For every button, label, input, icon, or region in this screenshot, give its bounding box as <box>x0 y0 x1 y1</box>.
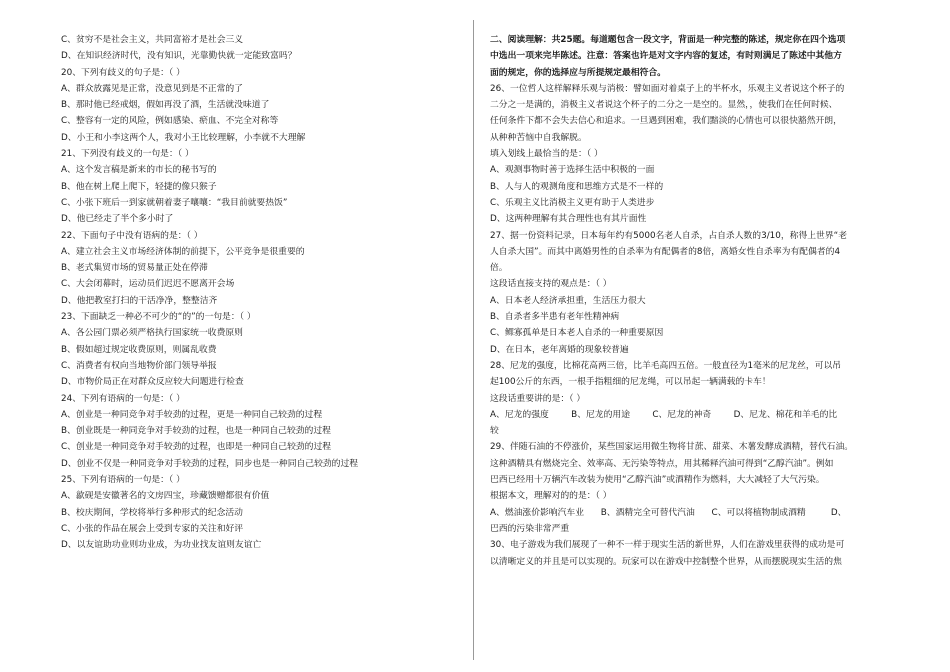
section-heading-line: 中选出一项来完毕陈述。注意：答案也许是对文字内容的复述，有时则满足了陈述中其他方 <box>490 51 842 62</box>
text-line: B、人与人的观测角度和思维方式是不一样的 <box>490 181 664 192</box>
text-line: 巴西已经用十万辆汽车改装为使用“乙醇汽油”或酒精作为燃料，大大减轻了大气污染。 <box>490 475 825 486</box>
text-line: 24、下列有语病的一句是：（ ） <box>61 393 185 404</box>
section-heading-line: 面的规定，你的选择应与所提规定最相符合。 <box>490 67 666 78</box>
text-line: D、他已经走了半个多小时了 <box>61 214 174 225</box>
text-line: D、他把教室打扫的干活净净，整整洁齐 <box>61 295 218 306</box>
text-line: 根据本文，理解对的的是：（ ） <box>490 491 612 502</box>
text-line: C、小张的作品在展会上受到专家的关注和好评 <box>61 523 244 534</box>
text-line: A、创业是一种同竞争对手较劲的过程，更是一种同自己较劲的过程 <box>61 409 323 420</box>
text-line: 二分之一是满的，消极主义者说这个杯子的二分之一是空的。显然，，使我们在任何时候、 <box>490 100 838 111</box>
text-line: B、老式集贸市场的贸易量正处在停滞 <box>61 263 208 274</box>
text-line: C、乐观主义比消极主义更有助于人类进步 <box>490 197 655 208</box>
text-line: 从种种苦恼中自我解脱。 <box>490 132 587 143</box>
text-line: D、以友谊助功业则功业成，为功业找友谊则友谊亡 <box>61 540 262 551</box>
text-line: A、燃油涨价影响汽车业 B、酒精完全可替代汽油 C、可以将植物制成酒精 D、 <box>490 507 847 518</box>
text-line: A、群众放露见是正常，没意见到是不正常的了 <box>61 83 243 94</box>
text-line: B、假如超过规定收费原则，则属乱收费 <box>61 344 217 355</box>
right-column <box>490 32 900 570</box>
column-divider <box>473 20 474 660</box>
text-line: B、那时他已经戒烟，假如再没了酒，生活就没味道了 <box>61 100 270 111</box>
text-line: 人自杀大国”。而其中离婚男性的自杀率为有配偶者的8倍，离婚女性自杀率为有配偶者的4 <box>490 246 841 257</box>
text-line: D、在日本，老年离婚的现象较普遍 <box>490 344 629 355</box>
text-line: 这段话直接支持的观点是：（ ） <box>490 279 612 290</box>
text-line: D、市物价局正在对群众反应较大问题进行检查 <box>61 377 244 388</box>
text-line: B、他在树上爬上爬下，轻捷的像只猴子 <box>61 181 217 192</box>
text-line: 这种酒精具有燃烧完全、效率高、无污染等特点，用其稀释汽油可得到“乙醇汽油”。例如 <box>490 458 834 469</box>
text-line: 起100公斤的东西，一根手指粗细的尼龙绳，可以吊起一辆满载的卡车！ <box>490 377 771 388</box>
text-line: D、创业不仅是一种同竞争对手较劲的过程，同步也是一种同自己较劲的过程 <box>61 458 359 469</box>
text-line: 28、尼龙的强度，比棉花高两三倍，比羊毛高四五倍。一般直径为1毫米的尼龙丝，可以吊 <box>490 360 842 371</box>
left-column <box>61 32 461 554</box>
text-line: 27、据一份资料记录，日本每年约有5000名老人自杀，占自杀人数的3/10，称得上世界“老 <box>490 230 847 241</box>
text-line: C、贫穷不是社会主义，共同富裕才是社会三义 <box>61 35 244 45</box>
text-line: 22、下面句子中没有语病的是：（ ） <box>61 230 203 241</box>
text-line: C、消费者有权向当地物价部门领导举报 <box>61 360 217 371</box>
text-line: 以清晰定义的并且是可以实现的。玩家可以在游戏中控制整个世界，从而摆脱现实生活的焦 <box>490 556 842 567</box>
text-line: 倍。 <box>490 263 508 274</box>
text-line: A、观测事物时善于选择生活中积极的一面 <box>490 165 655 176</box>
text-line: 巴西的污染非常严重 <box>490 523 570 534</box>
text-line: 这段话重要讲的是：（ ） <box>490 393 586 404</box>
text-line: A、建立社会主义市场经济体制的前提下，公平竞争是很重要的 <box>61 246 305 257</box>
text-line: C、鳏寡孤单是日本老人自杀的一种重要原因 <box>490 328 664 339</box>
text-line: A、各公园门票必须严格执行国家统一收费原则 <box>61 328 243 339</box>
text-line: 23、下面缺乏一种必不可少的“的”的一句是：（ ） <box>61 312 256 323</box>
text-line: 任何条件下都不会失去信心和追求。一旦遇到困难，我们黯淡的心情也可以很快豁然开朗， <box>490 116 842 127</box>
section-heading-line: 二、阅读理解：共25题。每道题包含一段文字，背面是一种完整的陈述，规定你在四个选项 <box>490 35 846 45</box>
text-line: A、尼龙的强度 B、尼龙的用途 C、尼龙的神奇 D、尼龙、棉花和羊毛的比 <box>490 409 838 420</box>
text-line: D、在知识经济时代，没有知识，光靠勤快就一定能致富吗？ <box>61 51 297 62</box>
text-line: 20、下列有歧义的句子是：（ ） <box>61 67 185 78</box>
text-line: A、歙砚是安徽著名的文房四宝，珍藏馈赠都很有价值 <box>61 491 270 502</box>
text-line: 25、下列有语病的一句是：（ ） <box>61 475 185 486</box>
text-line: D、这两种理解有其合理性也有其片面性 <box>490 214 647 225</box>
text-line: A、这个发言稿是新来的市长的秘书写的 <box>61 165 217 176</box>
text-line: B、自杀者多半患有老年性精神病 <box>490 312 620 323</box>
text-line: 30、电子游戏为我们展现了一种不一样于现实生活的新世界，人们在游戏里获得的成功是可 <box>490 540 845 551</box>
text-line: C、小张下班后一到家就朝着妻子嚷嚷：“我目前就要热饭” <box>61 197 288 208</box>
text-line: C、整容有一定的风险，例如感染、瘀血、不完全对称等 <box>61 116 279 127</box>
text-line: 较 <box>490 426 499 437</box>
text-line: C、创业是一种同竞争对手较劲的过程，也即是一种同自己较劲的过程 <box>61 442 332 453</box>
text-line: D、小王和小李这两个人，我对小王比较理解，小李就不大理解 <box>61 132 306 143</box>
text-line: A、日本老人经济承担重，生活压力很大 <box>490 295 646 306</box>
text-line: 29、伴随石油的不停涨价，某些国家运用微生物将甘蔗、甜菜、木薯发酵成酒精，替代石油。 <box>490 442 854 453</box>
text-line: C、大会闭幕时，运动员们迟迟不愿离开会场 <box>61 279 235 290</box>
text-line: 填入划线上最恰当的是：（ ） <box>490 149 603 160</box>
text-line: 26、一位哲人这样解释乐观与消极：譬如面对着桌子上的半杯水，乐观主义者说这个杯子的 <box>490 83 845 94</box>
text-line: B、校庆期间，学校将举行多种形式的纪念活动 <box>61 507 243 518</box>
text-line: 21、下列没有歧义的一句是：（ ） <box>61 149 194 160</box>
text-line: B、创业既是一种同竞争对手较劲的过程，也是一种同自己较劲的过程 <box>61 426 331 437</box>
